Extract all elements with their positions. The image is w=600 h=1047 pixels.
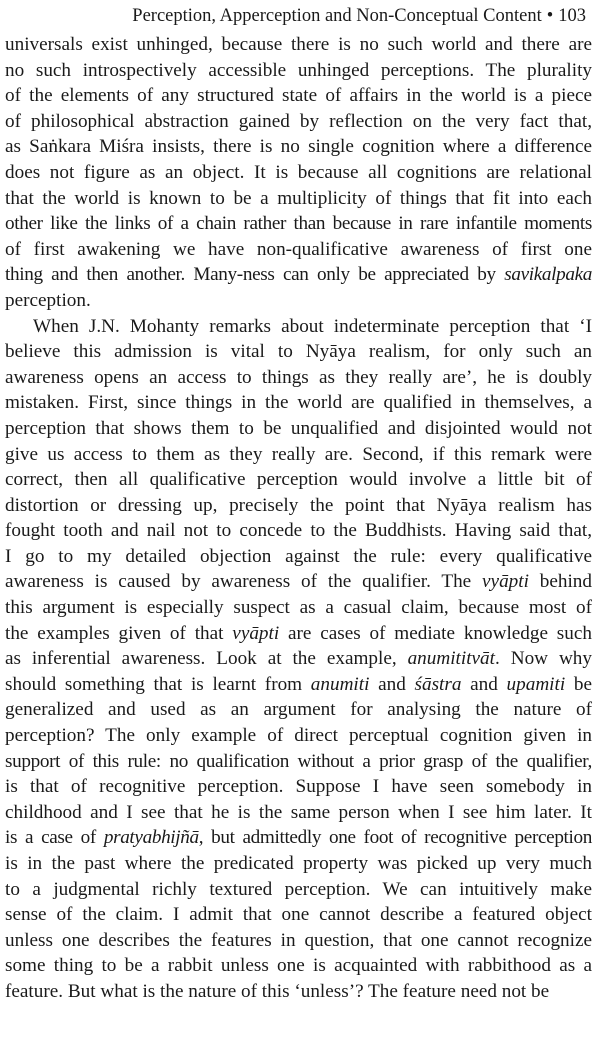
- text-run: mistaken. First, since things in the world are qualified in themselves, a: [5, 392, 592, 414]
- italic-term: anumiti: [310, 673, 370, 695]
- text-run: no such introspectively accessible unhinged perceptions. The plurality: [5, 59, 592, 81]
- text-run: does not figure as an object. It is because all cognitions are relational: [5, 161, 592, 183]
- italic-term: vyāpti: [482, 571, 529, 593]
- text-run: fought tooth and nail not to concede to the Buddhists. Having said that,: [5, 520, 592, 542]
- text-line: [5, 800, 592, 826]
- text-run: I go to my detailed objection against the rule: every qualificative: [5, 545, 592, 567]
- text-line: [5, 953, 592, 979]
- page-number: 103: [558, 6, 586, 26]
- text-line: [5, 825, 592, 851]
- text-line: [5, 467, 592, 493]
- text-line: [5, 544, 592, 570]
- text-line: [5, 416, 592, 442]
- text-run: to a judgmental richly textured perception. We can intuitively make: [5, 878, 592, 900]
- text-line: [5, 851, 592, 877]
- text-run: this argument is especially suspect as a casual claim, because most of: [5, 597, 592, 619]
- text-line: [5, 237, 592, 263]
- italic-term: vyāpti: [232, 622, 280, 644]
- text-line: [5, 902, 592, 928]
- text-line: [5, 186, 592, 212]
- text-line: [5, 314, 592, 340]
- text-line: [5, 877, 592, 903]
- text-run: is that of recognitive perception. Suppose I have seen somebody in: [5, 776, 592, 798]
- text-line: [5, 672, 592, 698]
- text-line: [5, 83, 592, 109]
- text-run: , but admittedly one foot of recognitive perception: [198, 827, 593, 849]
- text-run: behind: [528, 571, 592, 593]
- text-line: [5, 288, 592, 314]
- text-run: childhood and I see that he is the same person when I see him later. It: [5, 801, 592, 823]
- text-run: feature. But what is the nature of this ‘unless’? The feature need not be: [5, 980, 550, 1002]
- text-run: . Now why: [494, 648, 592, 670]
- text-run: of first awakening we have non-qualificative awareness of first one: [5, 238, 592, 260]
- text-run: perception that shows them to be unqualified and disjointed would not: [5, 417, 592, 439]
- text-line: [5, 134, 592, 160]
- italic-term: savikalpaka: [504, 264, 592, 286]
- text-run: and: [369, 673, 415, 695]
- text-line: [5, 646, 592, 672]
- running-head: [0, 4, 600, 30]
- text-run: and: [461, 673, 507, 695]
- text-line: [5, 749, 592, 775]
- text-line: [5, 109, 592, 135]
- text-line: [5, 928, 592, 954]
- text-line: [5, 365, 592, 391]
- text-run: awareness opens an access to things as they really are’, he is doubly: [5, 366, 592, 388]
- text-run: support of this rule: no qualification without a prior grasp of the qualifier,: [5, 750, 592, 772]
- text-run: give us access to them as they really are. Second, if this remark were: [5, 443, 592, 465]
- text-run: that the world is known to be a multiplicity of things that fit into each: [5, 187, 592, 209]
- text-run: is in the past where the predicated property was picked up very much: [5, 853, 592, 874]
- italic-term: pratyabhijñā: [103, 827, 199, 849]
- italic-term: anumititvāt: [407, 648, 495, 670]
- text-run: is a case of: [5, 827, 104, 849]
- text-line: [5, 518, 592, 544]
- text-run: generalized and used as an argument for analysing the nature of: [5, 699, 592, 721]
- text-line: [5, 774, 592, 800]
- text-run: perception? The only example of direct perceptual cognition given in: [5, 725, 592, 747]
- text-line: [5, 32, 592, 58]
- text-line: [5, 442, 592, 468]
- text-run: thing and then another. Many-ness can only be appreciated by: [5, 264, 505, 286]
- text-line: [5, 723, 592, 749]
- paragraph: [5, 314, 592, 1005]
- text-line: [5, 595, 592, 621]
- text-run: sense of the claim. I admit that one cannot describe a featured object: [5, 904, 592, 926]
- text-line: [5, 211, 592, 237]
- text-run: correct, then all qualificative perception would involve a little bit of: [5, 469, 592, 491]
- text-run: of the elements of any structured state of affairs in the world is a piece: [5, 85, 592, 107]
- text-line: [5, 390, 592, 416]
- text-line: [5, 621, 592, 647]
- body-text: [5, 32, 592, 1005]
- text-run: unless one describes the features in question, that one cannot recognize: [5, 929, 592, 951]
- text-line: [5, 58, 592, 84]
- text-line: [5, 339, 592, 365]
- italic-term: upamiti: [506, 673, 566, 695]
- text-run: perception.: [5, 289, 91, 311]
- text-run: other like the links of a chain rather than because in rare infantile moments: [5, 213, 592, 235]
- text-run: some thing to be a rabbit unless one is acquainted with rabbithood as a: [5, 955, 592, 977]
- paragraph: [5, 32, 592, 314]
- text-run: believe this admission is vital to Nyāya realism, for only such an: [5, 341, 592, 363]
- running-head-separator: •: [546, 6, 554, 26]
- text-line: [5, 697, 592, 723]
- text-line: [5, 979, 592, 1005]
- text-run: are cases of mediate knowledge such: [279, 622, 592, 644]
- text-run: of philosophical abstraction gained by reflection on the very fact that,: [5, 110, 592, 132]
- italic-term: śāstra: [414, 673, 462, 695]
- text-run: universals exist unhinged, because there is no such world and there are: [5, 34, 592, 55]
- text-line: [5, 569, 592, 595]
- text-line: [5, 493, 592, 519]
- text-run: as Saṅkara Miśra insists, there is no single cognition where a difference: [5, 136, 592, 158]
- running-head-title: Perception, Apperception and Non-Conceptual Content: [132, 6, 542, 26]
- text-run: When J.N. Mohanty remarks about indeterminate perception that ‘I: [33, 315, 592, 337]
- text-run: awareness is caused by awareness of the qualifier. The: [5, 571, 483, 593]
- text-line: [5, 262, 592, 288]
- text-run: as inferential awareness. Look at the example,: [5, 648, 408, 670]
- text-line: [5, 160, 592, 186]
- text-run: be: [565, 673, 592, 695]
- text-run: the examples given of that: [5, 622, 233, 644]
- text-run: distortion or dressing up, precisely the point that Nyāya realism has: [5, 494, 592, 516]
- text-run: should something that is learnt from: [5, 673, 311, 695]
